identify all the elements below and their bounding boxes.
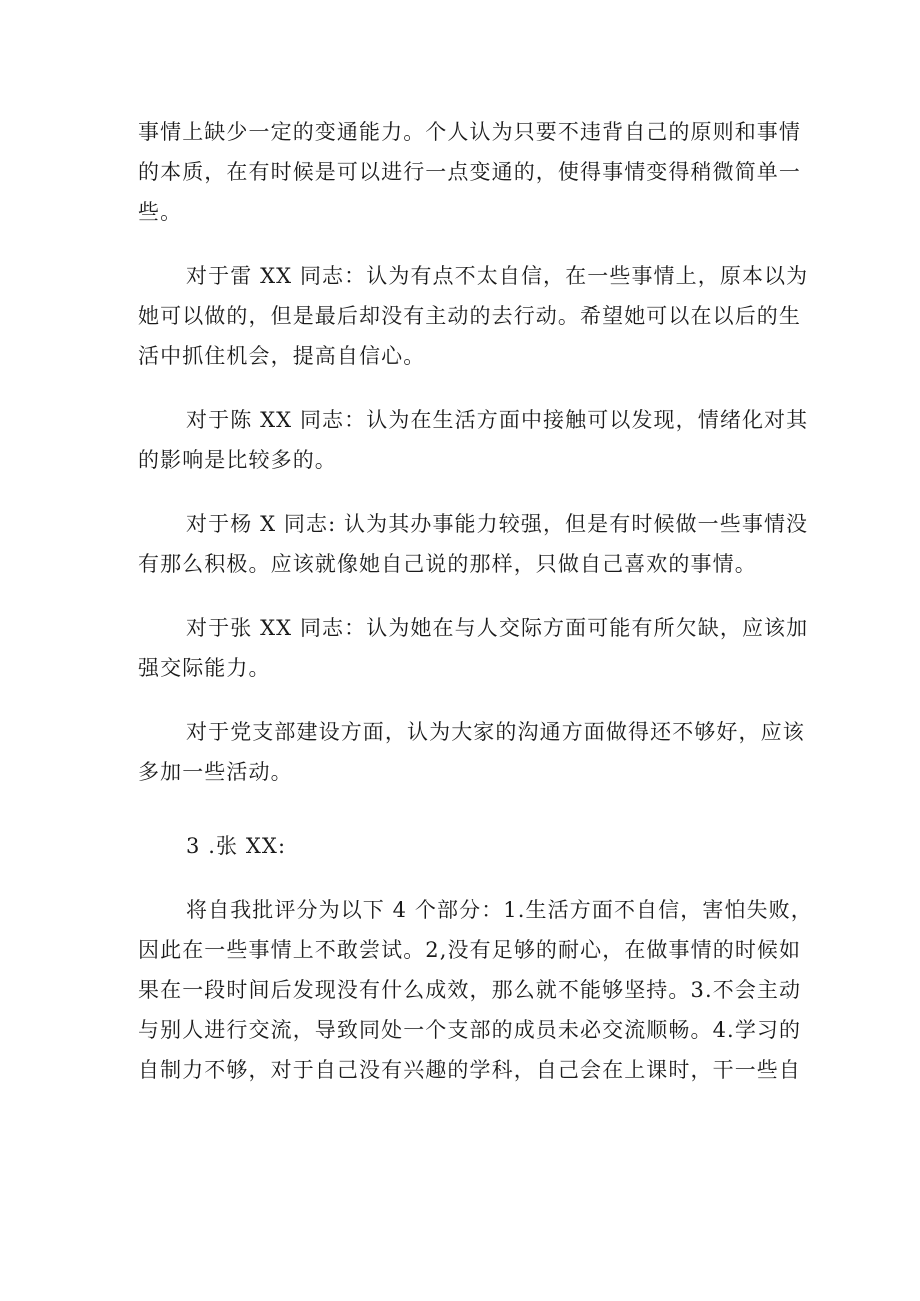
text-line: 对于党支部建设方面，认为大家的沟通方面做得还不够好，应该: [186, 720, 805, 744]
text-line: 与别人进行交流，导致同处一个支部的成员未必交流顺畅。4.学习的: [138, 1018, 802, 1042]
document-body: [138, 112, 813, 1090]
text-line: 的本质，在有时候是可以进行一点变通的，使得事情变得稍微简单一: [138, 160, 801, 184]
paragraph-flexibility: [138, 112, 801, 232]
text-line: 她可以做的，但是最后却没有主动的去行动。希望她可以在以后的生: [138, 304, 801, 328]
text-line: 的影响是比较多的。: [138, 448, 337, 472]
section-heading-zhang: [138, 826, 788, 866]
paragraph-comment-yang: [138, 504, 809, 584]
text-line: 因此在一些事情上不敢尝试。2,没有足够的耐心，在做事情的时候如: [138, 938, 802, 962]
text-line: 有那么积极。应该就像她自己说的那样，只做自己喜欢的事情。: [138, 552, 757, 576]
text-line: 果在一段时间后发现没有什么成效，那么就不能够坚持。3.不会主动: [138, 978, 802, 1002]
paragraph-party-branch: [138, 712, 805, 792]
text-line: 事情上缺少一定的变通能力。个人认为只要不违背自己的原则和事情: [138, 120, 801, 144]
text-line: 强交际能力。: [138, 656, 271, 680]
paragraph-comment-zhang: [138, 608, 809, 688]
section-heading: 3 .张 XX:: [186, 834, 287, 858]
paragraph-self-criticism: [138, 890, 813, 1090]
text-line: 对于杨 X 同志: 认为其办事能力较强，但是有时候做一些事情没: [186, 512, 809, 536]
text-line: 自制力不够，对于自己没有兴趣的学科，自己会在上课时，干一些自: [138, 1058, 801, 1082]
text-line: 些。: [138, 200, 183, 224]
text-line: 对于雷 XX 同志：认为有点不太自信，在一些事情上，原本以为: [186, 264, 809, 288]
text-line: 将自我批评分为以下 4 个部分：1.生活方面不自信，害怕失败，: [186, 898, 813, 922]
text-line: 活中抓住机会，提高自信心。: [138, 344, 426, 368]
paragraph-comment-chen: [138, 400, 809, 480]
text-line: 对于陈 XX 同志：认为在生活方面中接触可以发现，情绪化对其: [186, 408, 809, 432]
paragraph-comment-lei: [138, 256, 809, 376]
text-line: 多加一些活动。: [138, 760, 293, 784]
text-line: 对于张 XX 同志：认为她在与人交际方面可能有所欠缺，应该加: [186, 616, 809, 640]
